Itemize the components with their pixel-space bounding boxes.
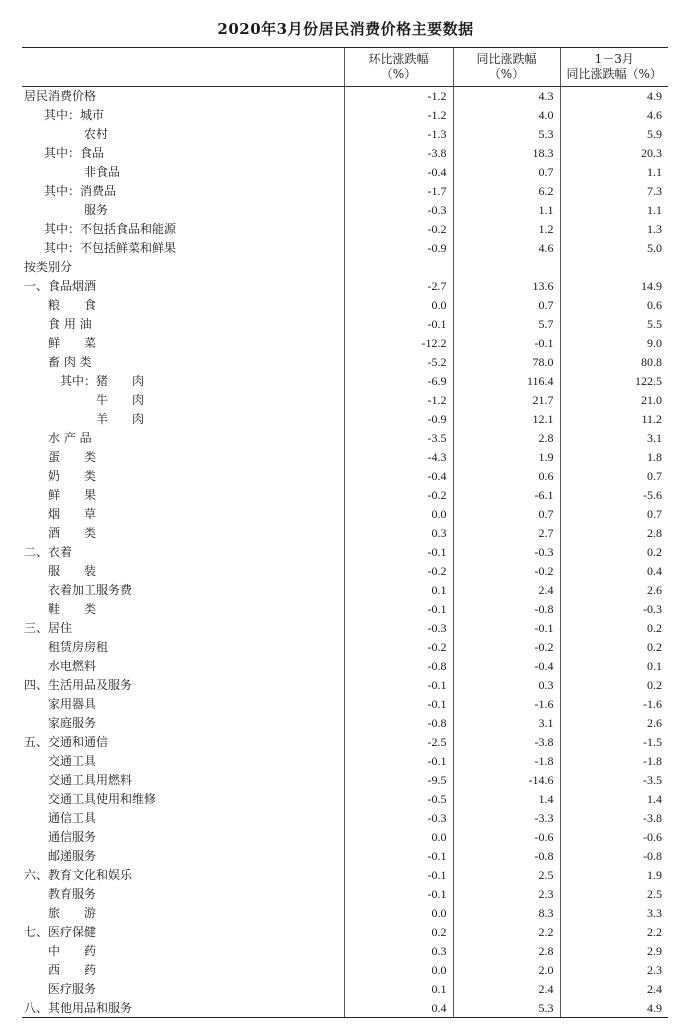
row-category-name: 畜 肉 类: [48, 355, 92, 369]
table-row: [22, 201, 668, 220]
table-row: [22, 334, 668, 353]
row-category-name: 交通工具用燃料: [48, 773, 133, 787]
row-category-name: 水电燃料: [48, 659, 97, 673]
table-row: [22, 885, 668, 904]
table-row: [22, 372, 668, 391]
row-category-name: 其中：消费品: [44, 184, 117, 198]
table-row: [22, 220, 668, 239]
row-mom-value: -0.3: [344, 619, 453, 638]
row-ytd-value: 5.9: [560, 125, 668, 144]
row-yoy-value: 2.8: [453, 942, 560, 961]
row-yoy-value: 0.3: [453, 676, 560, 695]
row-yoy-value: 2.8: [453, 429, 560, 448]
row-yoy-value: 12.1: [453, 410, 560, 429]
table-row: [22, 353, 668, 372]
row-yoy-value: 5.3: [453, 125, 560, 144]
row-yoy-value: 5.3: [453, 999, 560, 1018]
row-mom-value: 0.0: [344, 505, 453, 524]
row-mom-value: -3.5: [344, 429, 453, 448]
row-mom-value: -3.8: [344, 144, 453, 163]
table-row: [22, 657, 668, 676]
header-yoy-line1: 同比涨跌幅: [476, 52, 537, 66]
header-yoy-line2: （%）: [488, 67, 525, 81]
row-mom-value: -9.5: [344, 771, 453, 790]
table-row: [22, 600, 668, 619]
row-ytd-value: 9.0: [560, 334, 668, 353]
row-ytd-value: [560, 258, 668, 277]
table-row: [22, 961, 668, 980]
row-category-name: 粮 食: [48, 298, 97, 312]
row-category-name: 租赁房房租: [48, 640, 109, 654]
row-category-name: 羊 肉: [96, 412, 145, 426]
table-row: [22, 676, 668, 695]
row-ytd-value: 2.6: [560, 714, 668, 733]
row-yoy-value: [453, 258, 560, 277]
row-category-name: 西 药: [48, 963, 97, 977]
row-category-name: 五、交通和通信: [24, 735, 109, 749]
row-yoy-value: -3.8: [453, 733, 560, 752]
row-ytd-value: 2.6: [560, 581, 668, 600]
table-row: [22, 391, 668, 410]
table-row: [22, 410, 668, 429]
cpi-data-table: [22, 47, 668, 1018]
header-ytd-change: [560, 48, 668, 87]
row-yoy-value: 1.4: [453, 790, 560, 809]
row-ytd-value: 14.9: [560, 277, 668, 296]
table-row: [22, 714, 668, 733]
row-ytd-value: 1.9: [560, 866, 668, 885]
row-mom-value: 0.3: [344, 524, 453, 543]
row-mom-value: -0.1: [344, 315, 453, 334]
table-body: [22, 87, 668, 1018]
row-category-name: 服务: [84, 203, 109, 217]
table-row: [22, 125, 668, 144]
row-yoy-value: 6.2: [453, 182, 560, 201]
row-yoy-value: 2.7: [453, 524, 560, 543]
row-category-name: 一、食品烟酒: [24, 279, 97, 293]
row-category-name: 按类别分: [24, 260, 73, 274]
row-ytd-value: 2.8: [560, 524, 668, 543]
row-mom-value: -0.3: [344, 201, 453, 220]
header-mom-line2: （%）: [380, 67, 417, 81]
row-mom-value: 0.0: [344, 828, 453, 847]
row-ytd-value: 2.2: [560, 923, 668, 942]
row-mom-value: -12.2: [344, 334, 453, 353]
row-mom-value: -1.2: [344, 391, 453, 410]
row-mom-value: 0.2: [344, 923, 453, 942]
row-ytd-value: -0.6: [560, 828, 668, 847]
row-mom-value: -1.2: [344, 106, 453, 125]
row-mom-value: 0.1: [344, 581, 453, 600]
row-mom-value: -0.1: [344, 676, 453, 695]
page-title: 2020年3月份居民消费价格主要数据: [217, 20, 474, 38]
row-ytd-value: 1.3: [560, 220, 668, 239]
row-ytd-value: -1.8: [560, 752, 668, 771]
row-category-name: 其中：城市: [44, 108, 105, 122]
row-mom-value: 0.0: [344, 961, 453, 980]
row-yoy-value: -0.8: [453, 847, 560, 866]
row-mom-value: -0.3: [344, 809, 453, 828]
table-row: [22, 999, 668, 1018]
row-mom-value: -0.8: [344, 657, 453, 676]
table-row: [22, 847, 668, 866]
row-mom-value: -1.7: [344, 182, 453, 201]
row-mom-value: -0.2: [344, 486, 453, 505]
row-yoy-value: 18.3: [453, 144, 560, 163]
row-category-name: 奶 类: [48, 469, 97, 483]
row-ytd-value: 0.1: [560, 657, 668, 676]
row-yoy-value: 2.3: [453, 885, 560, 904]
table-row: [22, 296, 668, 315]
table-row: [22, 904, 668, 923]
row-ytd-value: -5.6: [560, 486, 668, 505]
row-mom-value: -0.1: [344, 600, 453, 619]
row-mom-value: -0.2: [344, 220, 453, 239]
row-ytd-value: 21.0: [560, 391, 668, 410]
row-yoy-value: -3.3: [453, 809, 560, 828]
row-category-name: 牛 肉: [96, 393, 145, 407]
table-row: [22, 277, 668, 296]
table-row: [22, 467, 668, 486]
table-row: [22, 429, 668, 448]
row-ytd-value: 3.1: [560, 429, 668, 448]
row-yoy-value: 13.6: [453, 277, 560, 296]
row-category-name: 其中：食品: [44, 146, 105, 160]
table-row: [22, 771, 668, 790]
row-ytd-value: -1.5: [560, 733, 668, 752]
row-mom-value: -0.1: [344, 847, 453, 866]
row-mom-value: 0.4: [344, 999, 453, 1018]
row-yoy-value: 3.1: [453, 714, 560, 733]
row-category-name: 交通工具使用和维修: [48, 792, 157, 806]
row-category-name: 通信工具: [48, 811, 97, 825]
row-ytd-value: -3.8: [560, 809, 668, 828]
row-ytd-value: 0.4: [560, 562, 668, 581]
row-yoy-value: 116.4: [453, 372, 560, 391]
row-mom-value: 0.3: [344, 942, 453, 961]
table-row: [22, 87, 668, 106]
table-row: [22, 695, 668, 714]
row-category-name: 其中：猪 肉: [60, 374, 145, 388]
row-yoy-value: 5.7: [453, 315, 560, 334]
table-row: [22, 638, 668, 657]
row-yoy-value: 1.9: [453, 448, 560, 467]
row-category-name: 家用器具: [48, 697, 97, 711]
row-yoy-value: -0.6: [453, 828, 560, 847]
row-category-name: 通信服务: [48, 830, 97, 844]
row-category-name: 居民消费价格: [24, 89, 97, 104]
table-row: [22, 942, 668, 961]
row-category-name: 二、衣着: [24, 545, 73, 559]
header-item-column: [22, 48, 344, 87]
row-category-name: 水 产 品: [48, 431, 92, 445]
table-row: [22, 543, 668, 562]
row-mom-value: -0.1: [344, 866, 453, 885]
row-category-name: 蛋 类: [48, 450, 97, 464]
row-yoy-value: 4.6: [453, 239, 560, 258]
row-ytd-value: 2.4: [560, 980, 668, 999]
row-ytd-value: 1.1: [560, 201, 668, 220]
row-mom-value: 0.1: [344, 980, 453, 999]
row-mom-value: -0.1: [344, 885, 453, 904]
row-ytd-value: 5.5: [560, 315, 668, 334]
row-ytd-value: -3.5: [560, 771, 668, 790]
row-category-name: 交通工具: [48, 754, 97, 768]
row-category-name: 食 用 油: [48, 317, 92, 331]
table-row: [22, 258, 668, 277]
row-mom-value: -0.2: [344, 562, 453, 581]
row-yoy-value: -1.8: [453, 752, 560, 771]
row-yoy-value: 8.3: [453, 904, 560, 923]
row-mom-value: -1.3: [344, 125, 453, 144]
row-yoy-value: 0.7: [453, 163, 560, 182]
row-ytd-value: -0.3: [560, 600, 668, 619]
table-row: [22, 828, 668, 847]
row-category-name: 邮递服务: [48, 849, 97, 863]
row-yoy-value: 2.2: [453, 923, 560, 942]
row-yoy-value: 2.0: [453, 961, 560, 980]
row-ytd-value: 2.3: [560, 961, 668, 980]
table-row: [22, 239, 668, 258]
row-yoy-value: 2.4: [453, 980, 560, 999]
row-ytd-value: 1.4: [560, 790, 668, 809]
table-row: [22, 163, 668, 182]
row-ytd-value: 4.6: [560, 106, 668, 125]
row-yoy-value: 0.6: [453, 467, 560, 486]
row-mom-value: -0.1: [344, 695, 453, 714]
row-yoy-value: 1.1: [453, 201, 560, 220]
header-mom-change: [344, 48, 453, 87]
row-yoy-value: -0.2: [453, 562, 560, 581]
row-category-name: 医疗服务: [48, 982, 97, 996]
row-category-name: 服 装: [48, 564, 97, 578]
table-row: [22, 106, 668, 125]
table-header: [22, 48, 668, 87]
row-mom-value: [344, 258, 453, 277]
row-mom-value: -0.4: [344, 467, 453, 486]
row-ytd-value: -1.6: [560, 695, 668, 714]
row-category-name: 非食品: [84, 165, 121, 179]
row-category-name: 家庭服务: [48, 716, 97, 730]
row-yoy-value: -0.1: [453, 334, 560, 353]
row-mom-value: -5.2: [344, 353, 453, 372]
row-ytd-value: 7.3: [560, 182, 668, 201]
row-yoy-value: -0.1: [453, 619, 560, 638]
row-yoy-value: 21.7: [453, 391, 560, 410]
row-mom-value: -6.9: [344, 372, 453, 391]
table-row: [22, 809, 668, 828]
header-ytd-line2: 同比涨跌幅（%）: [566, 67, 662, 81]
row-ytd-value: 0.7: [560, 467, 668, 486]
row-category-name: 农村: [84, 127, 109, 141]
row-ytd-value: 11.2: [560, 410, 668, 429]
row-ytd-value: 80.8: [560, 353, 668, 372]
row-category-name: 衣着加工服务费: [48, 583, 133, 597]
row-yoy-value: -0.2: [453, 638, 560, 657]
row-ytd-value: -0.8: [560, 847, 668, 866]
row-mom-value: -0.4: [344, 163, 453, 182]
table-row: [22, 752, 668, 771]
row-category-name: 中 药: [48, 944, 97, 958]
row-yoy-value: 2.4: [453, 581, 560, 600]
row-yoy-value: 1.2: [453, 220, 560, 239]
row-yoy-value: -0.3: [453, 543, 560, 562]
row-yoy-value: -6.1: [453, 486, 560, 505]
row-mom-value: -0.1: [344, 752, 453, 771]
row-yoy-value: 4.0: [453, 106, 560, 125]
table-row: [22, 619, 668, 638]
header-yoy-change: [453, 48, 560, 87]
row-mom-value: -0.8: [344, 714, 453, 733]
row-category-name: 三、居住: [24, 621, 73, 635]
row-yoy-value: -0.8: [453, 600, 560, 619]
header-ytd-line1: 1－3月: [594, 52, 634, 66]
row-ytd-value: 2.9: [560, 942, 668, 961]
row-mom-value: -0.1: [344, 543, 453, 562]
table-row: [22, 562, 668, 581]
table-row: [22, 980, 668, 999]
table-row: [22, 144, 668, 163]
row-mom-value: -2.7: [344, 277, 453, 296]
row-category-name: 鲜 菜: [48, 336, 97, 350]
row-ytd-value: 2.5: [560, 885, 668, 904]
row-yoy-value: 0.7: [453, 505, 560, 524]
row-mom-value: -0.5: [344, 790, 453, 809]
row-category-name: 其中：不包括食品和能源: [44, 222, 177, 236]
row-category-name: 鲜 果: [48, 488, 97, 502]
table-row: [22, 182, 668, 201]
row-category-name: 鞋 类: [48, 602, 97, 616]
row-category-name: 教育服务: [48, 887, 97, 901]
row-category-name: 四、生活用品及服务: [24, 678, 133, 692]
row-yoy-value: 78.0: [453, 353, 560, 372]
table-row: [22, 733, 668, 752]
row-mom-value: 0.0: [344, 296, 453, 315]
row-mom-value: -0.2: [344, 638, 453, 657]
row-category-name: 七、医疗保健: [24, 925, 97, 939]
row-yoy-value: -1.6: [453, 695, 560, 714]
row-yoy-value: 2.5: [453, 866, 560, 885]
table-row: [22, 923, 668, 942]
row-yoy-value: -0.4: [453, 657, 560, 676]
row-ytd-value: 0.2: [560, 543, 668, 562]
row-ytd-value: 0.6: [560, 296, 668, 315]
row-ytd-value: 0.2: [560, 676, 668, 695]
row-yoy-value: -14.6: [453, 771, 560, 790]
row-ytd-value: 0.2: [560, 638, 668, 657]
row-ytd-value: 4.9: [560, 999, 668, 1018]
row-ytd-value: 5.0: [560, 239, 668, 258]
row-category-name: 旅 游: [48, 906, 97, 920]
row-ytd-value: 3.3: [560, 904, 668, 923]
row-ytd-value: 1.8: [560, 448, 668, 467]
row-ytd-value: 4.9: [560, 87, 668, 106]
row-category-name: 八、其他用品和服务: [22, 999, 344, 1018]
row-mom-value: -4.3: [344, 448, 453, 467]
header-mom-line1: 环比涨跌幅: [368, 52, 429, 66]
table-row: [22, 448, 668, 467]
table-row: [22, 866, 668, 885]
row-mom-value: 0.0: [344, 904, 453, 923]
table-row: [22, 486, 668, 505]
row-ytd-value: 122.5: [560, 372, 668, 391]
row-mom-value: -2.5: [344, 733, 453, 752]
row-mom-value: -0.9: [344, 410, 453, 429]
row-ytd-value: 20.3: [560, 144, 668, 163]
row-mom-value: -0.9: [344, 239, 453, 258]
row-yoy-value: 0.7: [453, 296, 560, 315]
table-row: [22, 315, 668, 334]
table-row: [22, 581, 668, 600]
row-ytd-value: 0.2: [560, 619, 668, 638]
row-category-name: 其中：不包括鲜菜和鲜果: [44, 241, 177, 255]
table-row: [22, 790, 668, 809]
table-row: [22, 524, 668, 543]
row-yoy-value: 4.3: [453, 87, 560, 106]
row-category-name: 六、教育文化和娱乐: [24, 868, 133, 882]
row-category-name: 酒 类: [48, 526, 97, 540]
row-mom-value: -1.2: [344, 87, 453, 106]
table-row: [22, 505, 668, 524]
row-ytd-value: 0.7: [560, 505, 668, 524]
row-category-name: 烟 草: [48, 507, 97, 521]
row-ytd-value: 1.1: [560, 163, 668, 182]
